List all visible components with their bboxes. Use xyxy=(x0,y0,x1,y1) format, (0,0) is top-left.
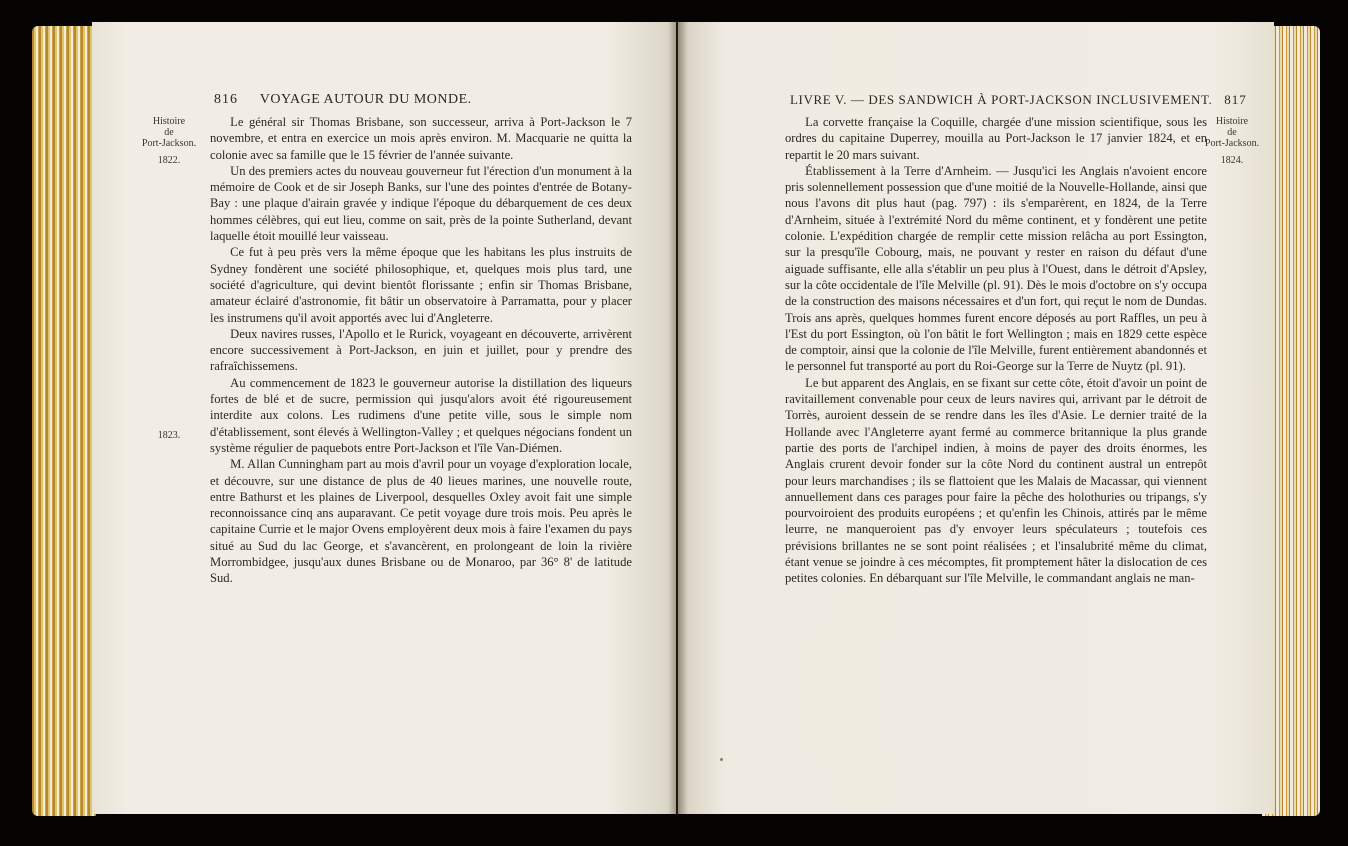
right-body-text xyxy=(785,114,1207,587)
right-running-title: LIVRE V. — DES SANDWICH À PORT-JACKSON INCLUSIVEMENT. xyxy=(790,92,1213,107)
right-page-number: 817 xyxy=(1224,92,1247,107)
margin-topic-line: Histoire xyxy=(1215,116,1249,127)
paragraph: Le général sir Thomas Brisbane, son successeur, arriva à Port-Jackson le 7 novembre, et entra en exercice un mois après environ. M. Macquarie ne quitta la colonie avec sa famille que le 15 février de l'année suivante. xyxy=(210,115,632,162)
margin-topic-line: de xyxy=(1227,127,1237,138)
left-running-title: VOYAGE AUTOUR DU MONDE. xyxy=(259,92,472,107)
paragraph: Le but apparent des Anglais, en se fixant sur cette côte, étoit d'avoir un point de ravitaillement convenable pour ceux de leurs navires qui, arrivant par le détroit de Torrès, auroient dessein de se rendre dans les îles d'Asie. Le dernier traité de la Hollande avec l'Angleterre ayant fermé au commerce britannique la plus grande partie des ports de l'archipel indien, à moins de payer des droits énormes, les Anglais crurent devoir fonder sur la côte Nord du continent austral un entrepôt pour leurs marchandises ; ils se flattoient que les Malais de Macassar, qui viennent annuellement dans ces parages pour faire la pêche des holothuries ou tripangs, s'y pourvoiroient des produits européens ; et qu'enfin les Chinois, attirés par le même leurre, ne manqueroient pas d'y envoyer leurs spéculateurs ; toutefois ces prévisions brillantes ne se sont point réalisées ; et l'insalubrité même du climat, étant venue se joindre à ces mécomptes, fit promptement hâter la dislocation de ces petites colonies. En débarquant sur l'île Melville, le commandant anglais ne man- xyxy=(785,375,1207,586)
paragraph: Deux navires russes, l'Apollo et le Rurick, voyageant en découverte, arrivèrent encore successivement à Port-Jackson, en juin et juillet, pour y prendre des rafraîchissemens. xyxy=(210,326,632,374)
left-running-head xyxy=(214,92,514,108)
margin-topic-line: Histoire xyxy=(152,116,186,127)
margin-year: 1822. xyxy=(157,155,181,166)
left-page-edges xyxy=(32,26,96,816)
margin-topic-line: Port-Jackson. xyxy=(141,138,197,149)
left-page-number: 816 xyxy=(214,92,238,107)
right-running-head xyxy=(790,92,1247,108)
right-margin-topic xyxy=(1202,116,1262,166)
paragraph: Un des premiers actes du nouveau gouverneur fut l'érection d'un monument à la mémoire de Cook et de sir Joseph Banks, sur l'une des pointes d'entrée de Botany-Bay : une plaque d'airain gravée y indique l'époque du débarquement de ces deux hommes célèbres, qui eut lieu, comme on sait, près de la pointe Sutherland, devant laquelle étoit mouillé leur vaisseau. xyxy=(210,163,632,244)
book-gutter xyxy=(668,22,688,814)
paragraph: La corvette française la Coquille, chargée d'une mission scientifique, sous les ordres du capitaine Duperrey, mouilla au Port-Jackson le 17 janvier 1824, et en repartit le 20 mars suivant. xyxy=(785,115,1207,162)
margin-topic-line: Port-Jackson. xyxy=(1204,138,1260,149)
left-body-text xyxy=(210,114,632,587)
left-margin-year-2: 1823. xyxy=(157,430,181,441)
paragraph: M. Allan Cunningham part au mois d'avril pour un voyage d'exploration locale, et découvre, sur une distance de plus de 40 lieues marines, une nouvelle route, entre Bathurst et les plaines de Liverpool, desquelles Oxley avoit fait une simple reconnoissance cinq ans auparavant. Ce petit voyage dure trois mois. Peu après le capitaine Currie et le major Ovens employèrent deux mois à faire l'examen du pays situé au Sud du lac George, et s'avancèrent, en prolongeant de loin la rivière Morrombidgee, jusqu'aux dunes Brisbane ou de Monaroo, par 36° 8' de latitude Sud. xyxy=(210,457,632,586)
paragraph: Ce fut à peu près vers la même époque que les habitans les plus instruits de Sydney fondèrent une société philosophique, et, quelques mois plus tard, une société d'agriculture, qui devint bientôt florissante ; enfin sir Thomas Brisbane, amateur éclairé d'astronomie, fit bâtir un observatoire à Parramatta, pour y placer les instrumens qu'il avoit apportés avec lui d'Angleterre. xyxy=(210,245,632,325)
page-speck xyxy=(720,758,723,761)
left-margin-topic xyxy=(138,116,200,166)
margin-year: 1824. xyxy=(1220,155,1244,166)
paragraph: Établissement à la Terre d'Arnheim. — Jusqu'ici les Anglais n'avoient encore pris solennellement possession que d'une moitié de la Nouvelle-Hollande, ainsi que nous l'avons dit plus haut (pag. 797) : ils s'emparèrent, en 1824, de la Terre d'Arnheim, située à l'extrémité Nord du même continent, et y fondèrent une petite colonie. L'expédition chargée de remplir cette mission relâcha au port Essington, sur la presqu'île Cobourg, mais, ne pouvant y rester en raison du défaut d'une aiguade suffisante, elle alla s'établir un peu plus à l'Ouest, dans le détroit d'Apsley, sur la côte occidentale de l'île Melville (pl. 91). Dès le mois d'octobre on s'y occupa de la construction des maisons nécessaires et d'un fort, qui reçut le nom de Dundas. Trois ans après, quelques hommes furent encore déposés au port Raffles, un peu à l'Est du port Essington, où l'on bâtit le fort Wellington ; mais en 1829 cette espèce de comptoir, ainsi que la colonie de l'île Melville, furent entièrement abandonnés et le personnel fut transporté au port du Roi-George sur la Terre de Nuytz (pl. 91). xyxy=(785,163,1207,374)
margin-topic-line: de xyxy=(164,127,174,138)
paragraph: Au commencement de 1823 le gouverneur autorise la distillation des liqueurs fortes de blé et de sucre, permission qui jusqu'alors avoit été rigoureusement interdite aux colons. Les rudimens d'une petite ville, sous le simple nom d'établissement, sont élevés à Wellington-Valley ; et quelques négocians fondent un système régulier de paquebots entre Port-Jackson et l'île Van-Diémen. xyxy=(210,375,632,455)
